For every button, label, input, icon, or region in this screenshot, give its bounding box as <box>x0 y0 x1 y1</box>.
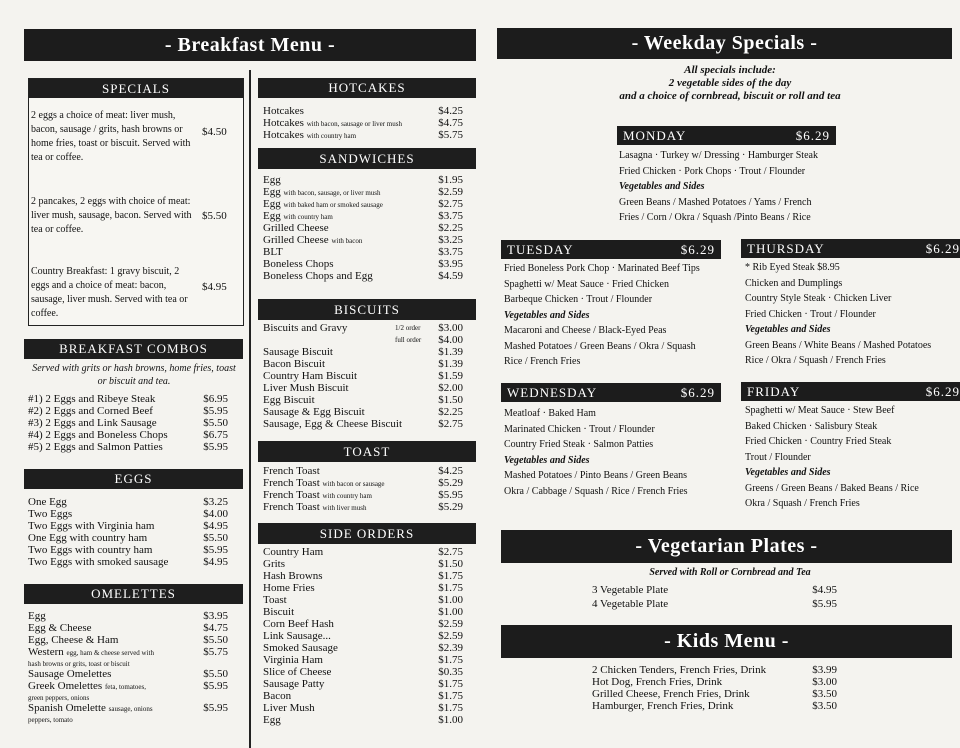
list-item: Toast $1.00 <box>263 594 463 606</box>
weekday-specials-banner: - Weekday Specials - <box>497 28 952 59</box>
list-item: #5) 2 Eggs and Salmon Patties $5.95 <box>28 441 228 453</box>
menu-line: Chicken and Dumplings <box>745 277 843 289</box>
list-item: Boneless Chops $3.95 <box>263 258 463 270</box>
toast-header: TOAST <box>258 441 476 462</box>
list-item: Corn Beef Hash $2.59 <box>263 618 463 630</box>
list-item: Grits $1.50 <box>263 558 463 570</box>
intro-line: and a choice of cornbread, biscuit or roll and tea <box>619 90 841 102</box>
day-price: $6.29 <box>795 128 830 143</box>
list-item: Spanish Omelette sausage, onions $5.95 <box>28 702 228 714</box>
menu-line: Rice / French Fries <box>504 356 581 367</box>
list-item: Hot Dog, French Fries, Drink $3.00 <box>592 676 837 688</box>
biscuits-header: BISCUITS <box>258 299 476 320</box>
omelettes-header: OMELETTES <box>24 584 243 604</box>
omelettes-list <box>28 610 228 724</box>
list-item: French Toast $4.25 <box>263 465 463 477</box>
list-item: Egg $3.95 <box>28 610 228 622</box>
special-2-price: $5.50 <box>202 210 227 222</box>
menu-line: Fried Chicken · Country Fried Steak <box>745 436 892 447</box>
menu-line: Country Fried Steak · Salmon Patties <box>504 439 654 450</box>
list-item: Egg $1.00 <box>263 714 463 726</box>
vegetarian-note: Served with Roll or Cornbread and Tea <box>649 567 811 578</box>
sandwiches-list <box>263 174 463 282</box>
list-item: Egg, Cheese & Ham $5.50 <box>28 634 228 646</box>
list-item: Two Eggs with country ham $5.95 <box>28 544 228 556</box>
list-item: Greek Omelettes feta, tomatoes, $5.95 <box>28 680 228 692</box>
menu-line: Barbeque Chicken · Trout / Flounder <box>504 294 653 305</box>
list-item: #2) 2 Eggs and Corned Beef $5.95 <box>28 405 228 417</box>
wednesday-header <box>501 383 721 402</box>
biscuits-list <box>263 322 463 430</box>
special-3-text: Country Breakfast: 1 gravy biscuit, 2 eggs and a choice of meat: bacon, sausage, liver mush. Served with tea or coffee. <box>31 266 188 319</box>
wednesday-body <box>504 406 734 499</box>
vegetarian-plates-banner: - Vegetarian Plates - <box>501 530 952 563</box>
special-1-price: $4.50 <box>202 126 227 138</box>
list-item: Two Eggs with smoked sausage $4.95 <box>28 556 228 568</box>
monday-body <box>619 148 859 226</box>
tuesday-body <box>504 261 734 370</box>
side-orders-list <box>263 546 463 726</box>
list-item: #1) 2 Eggs and Ribeye Steak $6.95 <box>28 393 228 405</box>
hotcakes-list <box>263 105 463 141</box>
list-item: Egg with baked ham or smoked sausage $2.75 <box>263 198 463 210</box>
day-name: FRIDAY <box>747 384 801 399</box>
menu-line: Green Beans / Mashed Potatoes / Yams / French <box>619 196 812 208</box>
combos-note: Served with grits or hash browns, home fries, toast or biscuit and tea. <box>32 363 236 387</box>
day-name: THURSDAY <box>747 241 825 256</box>
veg-header: Vegetables and Sides <box>745 467 831 478</box>
list-item: Two Eggs with Virginia ham $4.95 <box>28 520 228 532</box>
list-item: Boneless Chops and Egg $4.59 <box>263 270 463 282</box>
list-item: One Egg with country ham $5.50 <box>28 532 228 544</box>
list-item: Hamburger, French Fries, Drink $3.50 <box>592 700 837 712</box>
day-price: $6.29 <box>925 384 960 399</box>
list-item: Egg Biscuit $1.50 <box>263 394 463 406</box>
menu-line: Rice / Okra / Squash / French Fries <box>745 355 886 366</box>
menu-line: Meatloaf · Baked Ham <box>504 408 596 419</box>
list-item: 2 Chicken Tenders, French Fries, Drink $3.99 <box>592 664 837 676</box>
list-item: green peppers, onions <box>28 694 90 702</box>
hotcakes-header: HOTCAKES <box>258 78 476 98</box>
intro-line: 2 vegetable sides of the day <box>668 77 792 89</box>
list-item: Egg & Cheese $4.75 <box>28 622 228 634</box>
list-item: Egg with bacon, sausage, or liver mush $2.59 <box>263 186 463 198</box>
combos-list <box>28 393 228 453</box>
list-item: Country Ham Biscuit $1.59 <box>263 370 463 382</box>
toast-list <box>263 465 463 513</box>
list-item: Slice of Cheese $0.35 <box>263 666 463 678</box>
special-1-text: 2 eggs a choice of meat: liver mush, bacon, sausage / grits, hash browns or home fries, toast or biscuit. Served with tea or coffee. <box>31 110 191 163</box>
list-item: Bacon $1.75 <box>263 690 463 702</box>
day-name: WEDNESDAY <box>507 385 598 400</box>
menu-line: Spaghetti w/ Meat Sauce · Fried Chicken <box>504 278 669 290</box>
menu-line: Fries / Corn / Okra / Squash /Pinto Beans / Rice <box>619 212 811 223</box>
list-item: Virginia Ham $1.75 <box>263 654 463 666</box>
menu-line: Mashed Potatoes / Pinto Beans / Green Beans <box>504 470 688 481</box>
list-item: One Egg $3.25 <box>28 496 228 508</box>
kids-list <box>592 664 837 712</box>
menu-line: Fried Chicken · Trout / Flounder <box>745 308 876 320</box>
vegetarian-list <box>592 583 837 611</box>
list-item: 4 Vegetable Plate $5.95 <box>592 598 837 610</box>
menu-line: Trout / Flounder <box>745 451 811 463</box>
special-3-price: $4.95 <box>202 281 227 293</box>
list-item: Egg with country ham $3.75 <box>263 210 463 222</box>
list-item: Biscuits and Gravy 1/2 order $3.00 <box>263 322 463 334</box>
friday-body <box>745 403 957 512</box>
list-item: Grilled Cheese with bacon $3.25 <box>263 234 463 246</box>
list-item: Two Eggs $4.00 <box>28 508 228 520</box>
menu-line: Okra / Squash / French Fries <box>745 498 860 509</box>
menu-line: Greens / Green Beans / Baked Beans / Rice <box>745 482 919 494</box>
list-item: Grilled Cheese $2.25 <box>263 222 463 234</box>
list-item: peppers, tomato <box>28 716 73 724</box>
list-item: Smoked Sausage $2.39 <box>263 642 463 654</box>
menu-line: Okra / Cabbage / Squash / Rice / French Fries <box>504 485 688 497</box>
intro-line: All specials include: <box>684 64 776 76</box>
menu-line: Mashed Potatoes / Green Beans / Okra / Squash <box>504 340 696 352</box>
menu-line: Fried Chicken · Pork Chops · Trout / Flounder <box>619 165 806 177</box>
list-item: Grilled Cheese, French Fries, Drink $3.50 <box>592 688 837 700</box>
veg-header: Vegetables and Sides <box>504 309 590 321</box>
list-item: Hotcakes with bacon, sausage or liver mush $4.75 <box>263 117 463 129</box>
monday-header <box>617 126 836 145</box>
list-item: Sausage & Egg Biscuit $2.25 <box>263 406 463 418</box>
list-item: Sausage Omelettes $5.50 <box>28 668 228 680</box>
veg-header: Vegetables and Sides <box>745 324 831 335</box>
menu-line: Marinated Chicken · Trout / Flounder <box>504 423 655 435</box>
menu-line: Country Style Steak · Chicken Liver <box>745 293 892 304</box>
day-price: $6.29 <box>680 385 715 400</box>
list-item: #3) 2 Eggs and Link Sausage $5.50 <box>28 417 228 429</box>
list-item: #4) 2 Eggs and Boneless Chops $6.75 <box>28 429 228 441</box>
list-item: Country Ham $2.75 <box>263 546 463 558</box>
menu-line: Baked Chicken · Salisbury Steak <box>745 420 878 432</box>
friday-header <box>741 382 960 401</box>
day-name: TUESDAY <box>507 242 574 257</box>
menu-line: Fried Boneless Pork Chop · Marinated Beef Tips <box>504 263 700 274</box>
list-item: Egg $1.95 <box>263 174 463 186</box>
list-item: Bacon Biscuit $1.39 <box>263 358 463 370</box>
list-item: Hash Browns $1.75 <box>263 570 463 582</box>
list-item: Sausage Biscuit $1.39 <box>263 346 463 358</box>
list-item: Liver Mush $1.75 <box>263 702 463 714</box>
list-item: BLT $3.75 <box>263 246 463 258</box>
list-item: Sausage Patty $1.75 <box>263 678 463 690</box>
list-item: Sausage, Egg & Cheese Biscuit $2.75 <box>263 418 463 430</box>
list-item: French Toast with country ham $5.95 <box>263 489 463 501</box>
thursday-body <box>745 260 957 369</box>
list-item: Link Sausage... $2.59 <box>263 630 463 642</box>
list-item: French Toast with liver mush $5.29 <box>263 501 463 513</box>
list-item: French Toast with bacon or sausage $5.29 <box>263 477 463 489</box>
day-name: MONDAY <box>623 128 687 143</box>
menu-line: Green Beans / White Beans / Mashed Potatoes <box>745 339 932 351</box>
kids-menu-banner: - Kids Menu - <box>501 625 952 658</box>
list-item: hash browns or grits, toast or biscuit <box>28 660 130 668</box>
eggs-header: EGGS <box>24 469 243 489</box>
list-item: Western egg, ham & cheese served with $5.75 <box>28 646 228 658</box>
list-item: full order $4.00 <box>395 334 463 346</box>
side-orders-header: SIDE ORDERS <box>258 523 476 544</box>
list-item: Hotcakes with country ham $5.75 <box>263 129 463 141</box>
menu-line: * Rib Eyed Steak $8.95 <box>745 262 840 273</box>
specials-header: SPECIALS <box>29 79 243 98</box>
day-price: $6.29 <box>680 242 715 257</box>
weekday-intro <box>560 64 900 103</box>
column-divider <box>249 70 251 748</box>
sandwiches-header: SANDWICHES <box>258 148 476 169</box>
tuesday-header <box>501 240 721 259</box>
day-price: $6.29 <box>925 241 960 256</box>
veg-header: Vegetables and Sides <box>619 181 705 192</box>
special-2-text: 2 pancakes, 2 eggs with choice of meat: liver mush, sausage, bacon. Served with tea or coffee. <box>31 196 192 235</box>
eggs-list <box>28 496 228 568</box>
menu-line: Macaroni and Cheese / Black-Eyed Peas <box>504 325 667 336</box>
list-item: Biscuit $1.00 <box>263 606 463 618</box>
list-item: Hotcakes $4.25 <box>263 105 463 117</box>
breakfast-combos-header: BREAKFAST COMBOS <box>24 339 243 359</box>
veg-header: Vegetables and Sides <box>504 454 590 466</box>
breakfast-menu-banner: - Breakfast Menu - <box>24 29 476 61</box>
thursday-header <box>741 239 960 258</box>
list-item: 3 Vegetable Plate $4.95 <box>592 584 837 596</box>
list-item: Liver Mush Biscuit $2.00 <box>263 382 463 394</box>
specials-box <box>28 78 244 326</box>
menu-line: Spaghetti w/ Meat Sauce · Stew Beef <box>745 405 895 416</box>
menu-line: Lasagna · Turkey w/ Dressing · Hamburger Steak <box>619 150 818 161</box>
list-item: Home Fries $1.75 <box>263 582 463 594</box>
